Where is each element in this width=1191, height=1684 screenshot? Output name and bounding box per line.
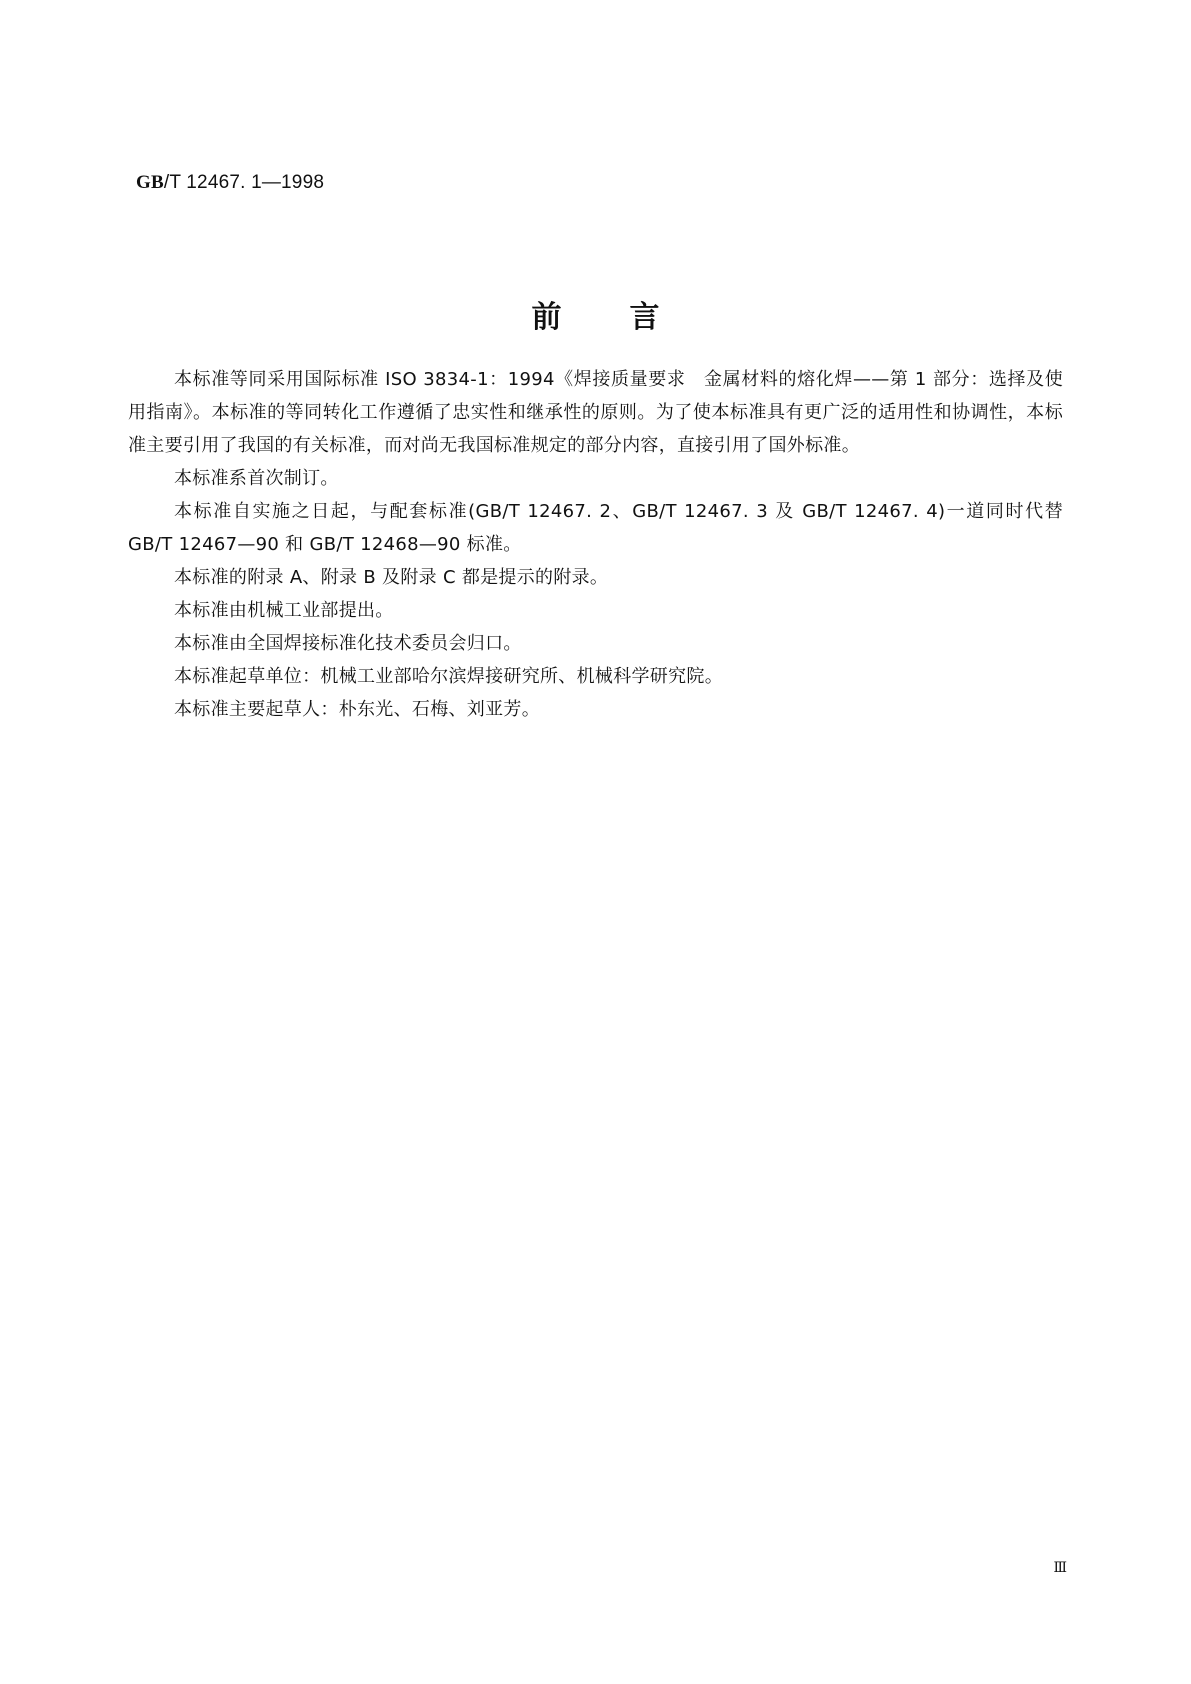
standard-code-number: /T 12467. 1—1998 — [163, 172, 325, 193]
paragraph-drafting-units: 本标准起草单位：机械工业部哈尔滨焊接研究所、机械科学研究院。 — [174, 666, 723, 687]
paragraph-centralized-by: 本标准由全国焊接标准化技术委员会归口。 — [174, 633, 522, 654]
paragraph-first-edition: 本标准系首次制订。 — [174, 468, 339, 489]
paragraph-drafters: 本标准主要起草人：朴东光、石梅、刘亚芳。 — [174, 699, 540, 720]
standard-code-header — [136, 172, 324, 194]
foreword-body — [128, 363, 1063, 726]
paragraph-replacement: 本标准自实施之日起，与配套标准(GB/T 12467. 2、GB/T 12467. 3 及 GB/T 12467. 4)一道同时代替 GB/T 12467—90 和 GB/T 12468—90 标准。 — [128, 501, 1063, 555]
page-number: Ⅲ — [1053, 1561, 1067, 1576]
standard-code-prefix: GB — [136, 172, 164, 193]
paragraph-appendices: 本标准的附录 A、附录 B 及附录 C 都是提示的附录。 — [174, 567, 609, 588]
paragraph-adoption: 本标准等同采用国际标准 ISO 3834-1：1994《焊接质量要求 金属材料的熔化焊——第 1 部分：选择及使用指南》。本标准的等同转化工作遵循了忠实性和继承性的原则。为了使本标准具有更广泛的适用性和协调性，本标准主要引用了我国的有关标准，而对尚无我国标准规定的部分内容，直接引用了国外标准。 — [128, 369, 1063, 456]
page-title: 前言 — [531, 300, 728, 335]
paragraph-proposed-by: 本标准由机械工业部提出。 — [174, 600, 394, 621]
